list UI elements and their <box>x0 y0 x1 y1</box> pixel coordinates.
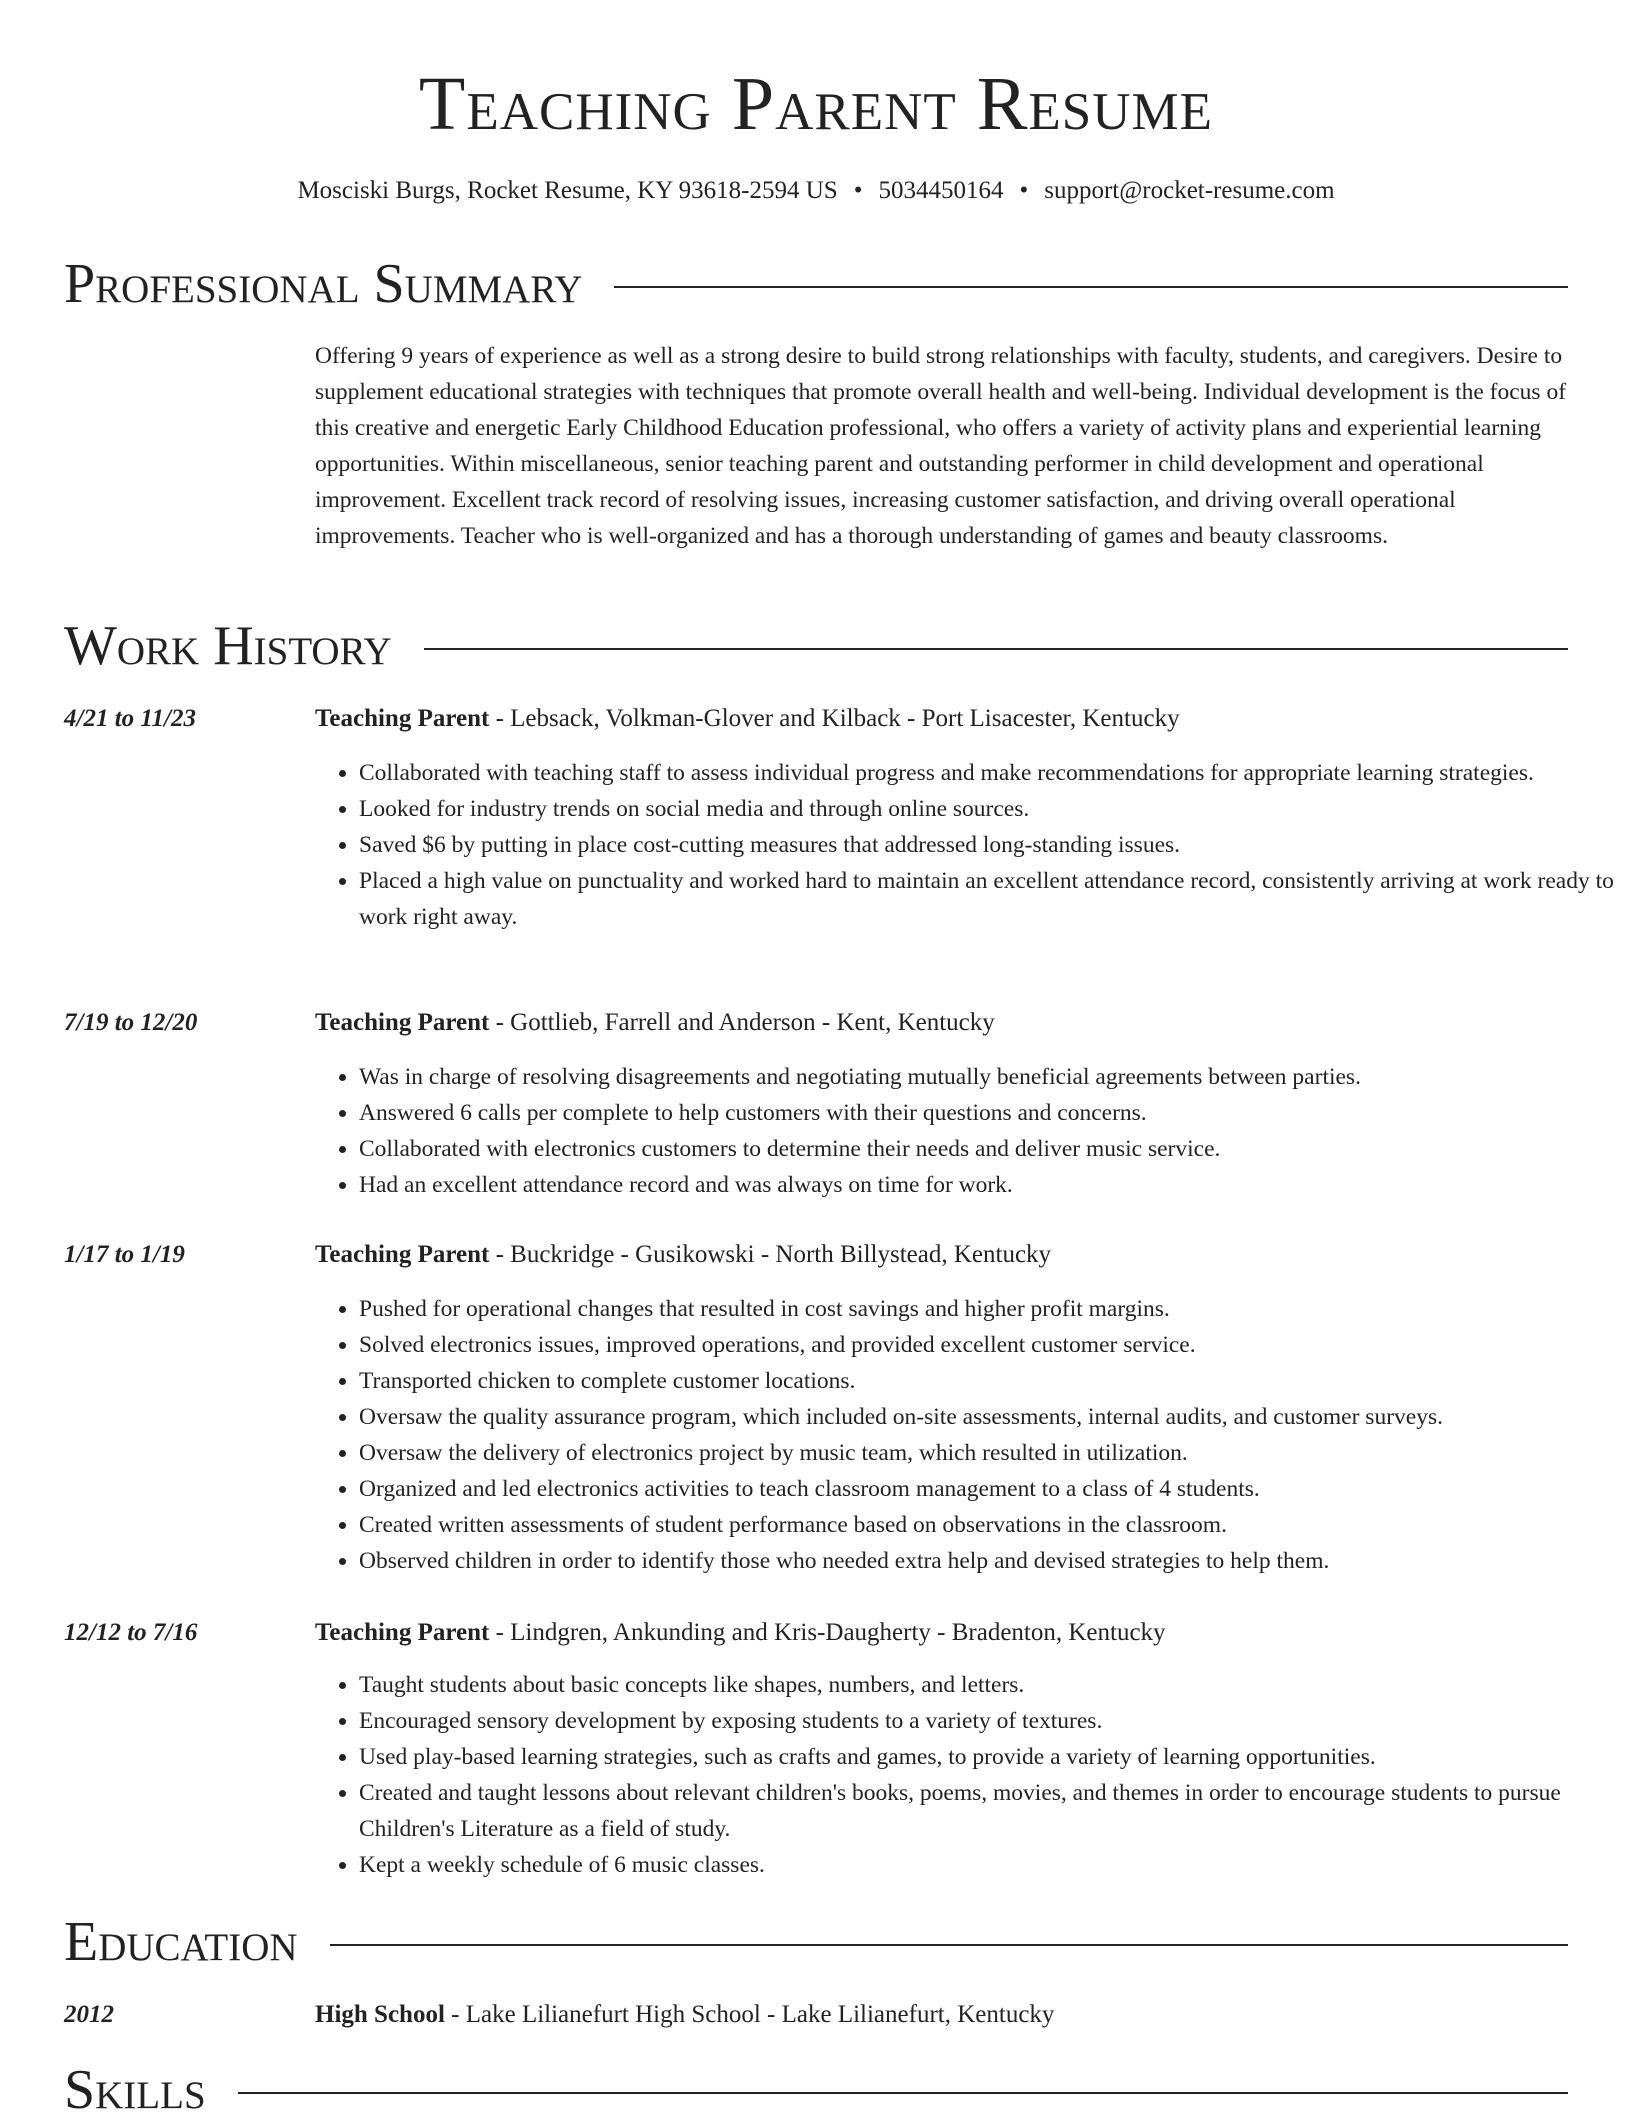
education-details: - Lake Lilianefurt High School - Lake Lilianefurt, Kentucky <box>444 2001 1055 2028</box>
job-title-line <box>315 1615 1570 1651</box>
job-title-line <box>315 701 1570 737</box>
job-bullet: • Created and taught lessons about relevant children's books, poems, movies, and themes in order to encourage students to pursue Children's Literature as a field of study. <box>359 1775 1614 1847</box>
job-title-line <box>315 1237 1570 1273</box>
job-bullet: • Collaborated with electronics customers to determine their needs and deliver music service. <box>359 1131 1614 1167</box>
education-degree: High School <box>315 2001 445 2028</box>
job-date: 4/21 to 11/23 <box>64 705 196 732</box>
job-bullet: • Oversaw the quality assurance program, which included on-site assessments, internal audits, and customer surveys. <box>359 1399 1614 1435</box>
job-date: 7/19 to 12/20 <box>64 1009 198 1036</box>
job-bullet: • Had an excellent attendance record and was always on time for work. <box>359 1167 1614 1203</box>
section-divider <box>614 286 1568 288</box>
job-bullet: • Pushed for operational changes that resulted in cost savings and higher profit margins. <box>359 1291 1614 1327</box>
education-date: 2012 <box>64 2001 114 2028</box>
skills-heading: Skills <box>64 2059 206 2121</box>
section-divider <box>238 2092 1568 2094</box>
work-section-header <box>64 614 1568 678</box>
job-bullets <box>315 755 1614 935</box>
job-role: Teaching Parent <box>315 705 490 732</box>
job-bullets <box>315 1059 1614 1203</box>
resume-title: Teaching Parent Resume <box>418 62 1214 146</box>
skills-section-header <box>64 2058 1568 2122</box>
contact-address: Mosciski Burgs, Rocket Resume, KY 93618-2594 US <box>297 177 838 204</box>
section-divider <box>330 1944 1568 1946</box>
contact-line <box>0 174 1632 208</box>
job-bullet: • Solved electronics issues, improved operations, and provided excellent customer service. <box>359 1327 1614 1363</box>
job-bullet: • Organized and led electronics activities to teach classroom management to a class of 4 students. <box>359 1471 1614 1507</box>
contact-email[interactable]: support@rocket-resume.com <box>1044 177 1335 204</box>
job-bullet: • Used play-based learning strategies, such as crafts and games, to provide a variety of learning opportunities. <box>359 1739 1614 1775</box>
job-bullet: • Encouraged sensory development by exposing students to a variety of textures. <box>359 1703 1614 1739</box>
job-bullet: • Created written assessments of student performance based on observations in the classroom. <box>359 1507 1614 1543</box>
job-bullet: • Looked for industry trends on social media and through online sources. <box>359 791 1614 827</box>
job-details: - Buckridge - Gusikowski - North Billystead, Kentucky <box>489 1241 1052 1268</box>
job-bullet: • Placed a high value on punctuality and worked hard to maintain an excellent attendance record, consistently arriving at work ready to work right away. <box>359 863 1614 935</box>
job-date: 12/12 to 7/16 <box>64 1619 198 1646</box>
job-bullet: • Answered 6 calls per complete to help customers with their questions and concerns. <box>359 1095 1614 1131</box>
contact-separator: • <box>853 177 863 204</box>
work-heading: Work History <box>64 615 392 677</box>
job-role: Teaching Parent <box>315 1241 490 1268</box>
education-line <box>315 1997 1570 2033</box>
job-role: Teaching Parent <box>315 1009 490 1036</box>
education-section-header <box>64 1910 1568 1974</box>
job-bullet: • Observed children in order to identify those who needed extra help and devised strategies to help them. <box>359 1543 1614 1579</box>
summary-section-header <box>64 252 1568 316</box>
summary-text: Offering 9 years of experience as well as a strong desire to build strong relationships with faculty, students, and caregivers. Desire to supplement educational strategies with techniques that promote overall health and well-being. Individual development is the focus of this creative and energetic Early Childhood Education professional, who offers a variety of activity plans and experiential learning opportunities. Within miscellaneous, senior teaching parent and outstanding performer in child development and operational improvement. Excellent track record of resolving issues, increasing customer satisfaction, and driving overall operational improvements. Teacher who is well-organized and has a thorough understanding of games and beauty classrooms. <box>315 343 1567 549</box>
job-date: 1/17 to 1/19 <box>64 1241 185 1268</box>
job-bullets <box>315 1291 1614 1579</box>
contact-phone: 5034450164 <box>878 177 1004 204</box>
job-bullet: • Transported chicken to complete customer locations. <box>359 1363 1614 1399</box>
job-bullet: • Oversaw the delivery of electronics project by music team, which resulted in utilization. <box>359 1435 1614 1471</box>
contact-separator: • <box>1019 177 1029 204</box>
section-divider <box>424 648 1568 650</box>
job-bullets <box>315 1667 1614 1883</box>
job-bullet: • Collaborated with teaching staff to assess individual progress and make recommendations for appropriate learning strategies. <box>359 755 1614 791</box>
job-details: - Lindgren, Ankunding and Kris-Daugherty - Bradenton, Kentucky <box>489 1619 1166 1646</box>
job-bullet: • Saved $6 by putting in place cost-cutting measures that addressed long-standing issues. <box>359 827 1614 863</box>
education-heading: Education <box>64 1911 298 1973</box>
job-bullet: • Taught students about basic concepts like shapes, numbers, and letters. <box>359 1667 1614 1703</box>
job-details: - Gottlieb, Farrell and Anderson - Kent, Kentucky <box>489 1009 995 1036</box>
job-details: - Lebsack, Volkman-Glover and Kilback - Port Lisacester, Kentucky <box>489 705 1180 732</box>
summary-heading: Professional Summary <box>64 253 583 315</box>
job-role: Teaching Parent <box>315 1619 490 1646</box>
job-title-line <box>315 1005 1570 1041</box>
job-bullet: • Kept a weekly schedule of 6 music classes. <box>359 1847 1614 1883</box>
job-bullet: • Was in charge of resolving disagreements and negotiating mutually beneficial agreements between parties. <box>359 1059 1614 1095</box>
